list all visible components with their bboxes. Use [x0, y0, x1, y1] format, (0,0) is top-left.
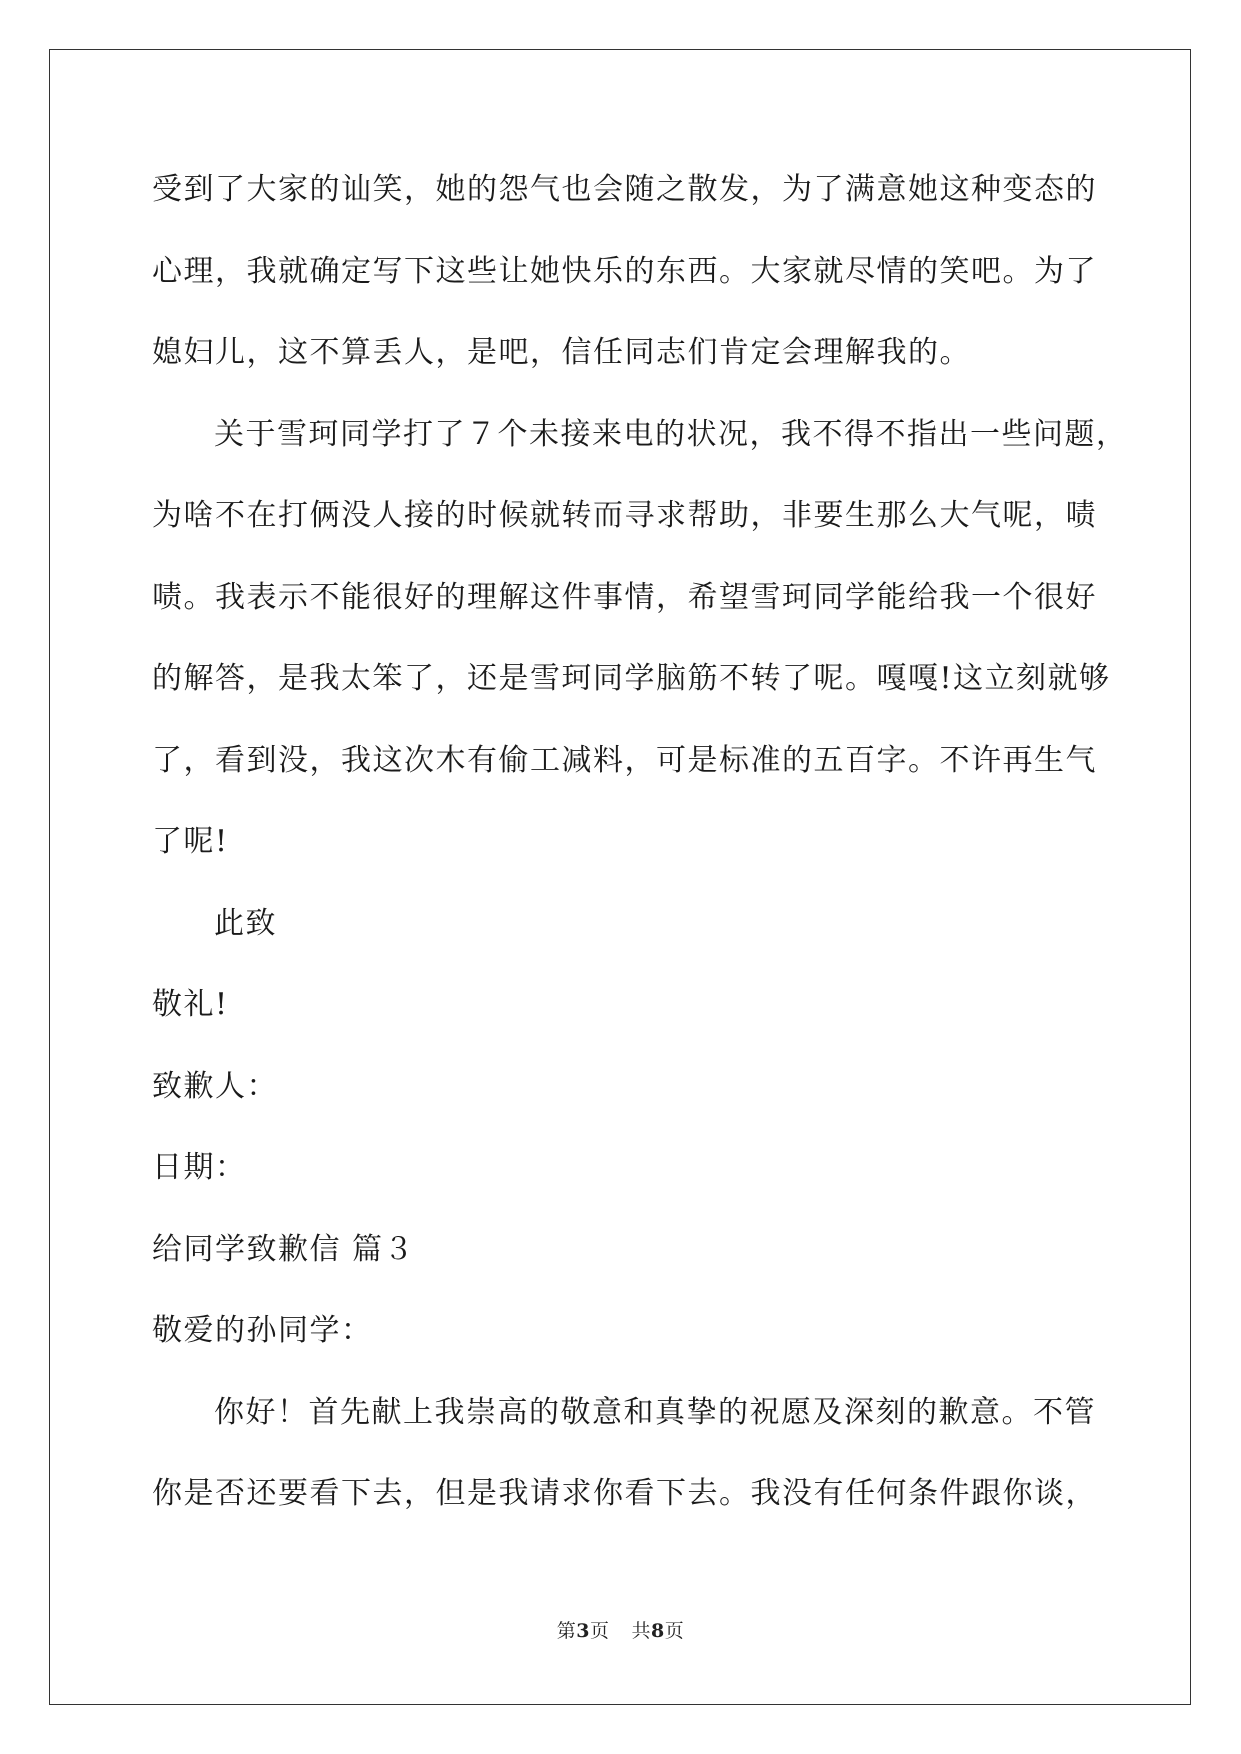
page-number: 3: [576, 1620, 590, 1642]
text-line: 啧。我表示不能很好的理解这件事情，希望雪珂同学能给我一个很好: [152, 579, 1097, 615]
text-line: 媳妇儿，这不算丢人，是吧，信任同志们肯定会理解我的。: [152, 335, 971, 370]
total-suffix: 页: [664, 1620, 685, 1642]
document-body: [152, 160, 1128, 1546]
page-suffix: 页: [589, 1620, 610, 1642]
paragraph-start-line: 你好！首先献上我崇高的敬意和真挚的祝愿及深刻的歉意。不管: [214, 1394, 1096, 1430]
text-line: 的解答，是我太笨了，还是雪珂同学脑筋不转了呢。嘎嘎!这立刻就够: [152, 661, 1111, 696]
paragraph-start-line: 关于雪珂同学打了７个未接来电的状况，我不得不指出一些问题，: [214, 416, 1128, 452]
closing-regards: 敬礼!: [152, 987, 229, 1022]
page-footer: [0, 1616, 1241, 1643]
total-pages: 8: [651, 1620, 665, 1642]
text-line: 了呢!: [152, 824, 229, 859]
section-heading: 给同学致歉信 篇３: [152, 1231, 416, 1267]
total-prefix: 共: [631, 1620, 652, 1642]
greeting-line: 敬爱的孙同学：: [152, 1313, 373, 1348]
text-line: 了，看到没，我这次木有偷工减料，可是标准的五百字。不许再生气: [152, 742, 1097, 778]
text-line: 为啥不在打俩没人接的时候就转而寻求帮助，非要生那么大气呢，啧: [152, 498, 1097, 533]
page-prefix: 第: [556, 1620, 577, 1642]
signature-label: 致歉人：: [152, 1068, 278, 1104]
closing-salutation: 此致: [214, 905, 277, 941]
date-label: 日期：: [152, 1150, 247, 1185]
text-line: 受到了大家的讪笑，她的怨气也会随之散发，为了满意她这种变态的: [152, 172, 1097, 207]
text-line: 你是否还要看下去，但是我请求你看下去。我没有任何条件跟你谈，: [152, 1476, 1097, 1511]
text-line: 心理，我就确定写下这些让她快乐的东西。大家就尽情的笑吧。为了: [152, 253, 1097, 289]
